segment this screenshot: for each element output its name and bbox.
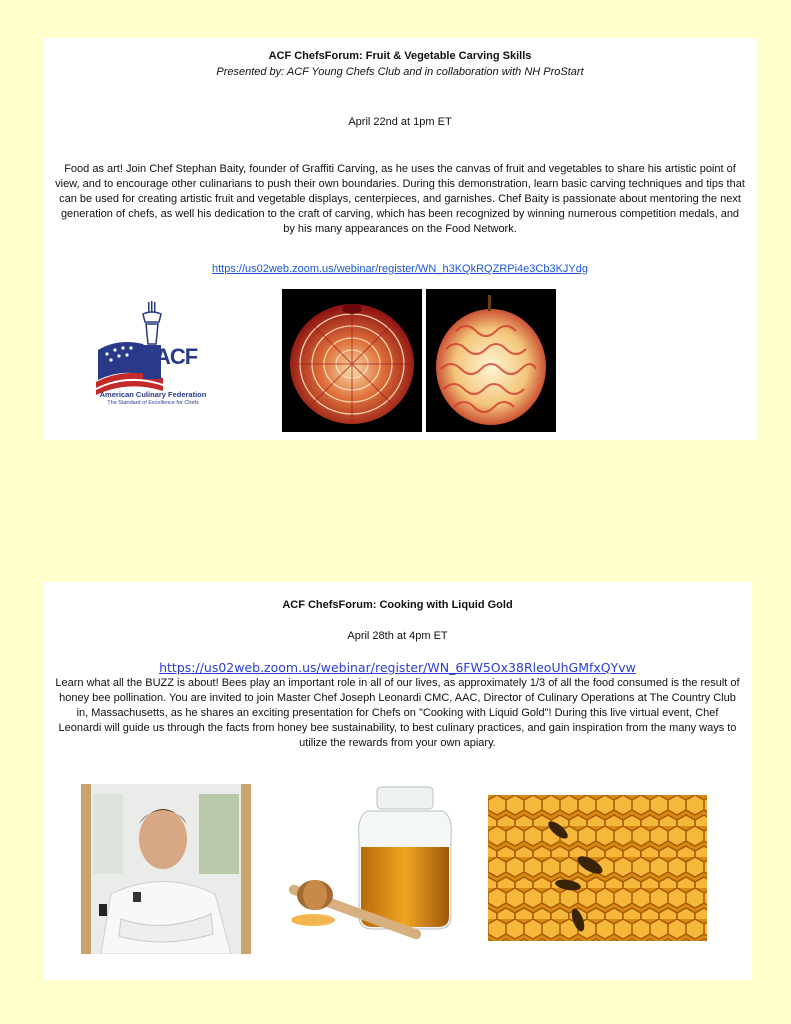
event-subtitle: Presented by: ACF Young Chefs Club and in collaboration with NH ProStart (216, 66, 584, 78)
event-date: April 22nd at 1pm ET (348, 116, 452, 128)
logo-org-name: American Culinary Federation (99, 390, 207, 399)
event-description: Food as art! Join Chef Stephan Baity, founder of Graffiti Carving, as he uses the canvas of fruit and vegetables to share his artistic point of view, and to encourage other culinarians to push their own boundaries. During this demonstration, learn basic carving techniques and tips that can be used for creating artistic fruit and vegetable displays, centerpieces, and garnishes. Chef Baity is passionate about mentoring the next generation of chefs, as well his dedication to the craft of carving, which has been recognized by winning numerous competition medals, and by his many appearances on the Food Network. (55, 163, 745, 235)
honey-jar-photo (265, 777, 480, 962)
event-title: ACF ChefsForum: Cooking with Liquid Gold (282, 599, 513, 611)
logo-acronym: ACF (155, 344, 198, 369)
logo-tagline: The Standard of Excellence for Chefs (107, 400, 199, 406)
honeycomb-photo (488, 795, 707, 941)
event-card-carving (43, 38, 757, 440)
event-card-liquid-gold (43, 582, 752, 980)
carved-apple-photo-1 (282, 289, 422, 432)
event-date: April 28th at 4pm ET (347, 630, 448, 642)
registration-link[interactable]: https://us02web.zoom.us/webinar/register/WN_6FW5Ox38RleoUhGMfxQYvw (159, 660, 636, 675)
event-description: Learn what all the BUZZ is about! Bees play an important role in all of our lives, as approximately 1/3 of all the food consumed is the result of honey bee pollination. You are invited to join Master Chef Joseph Leonardi CMC, AAC, Director of Culinary Operations at The Country Club in, Massachusetts, as he shares an exciting presentation for Chefs on "Cooking with Liquid Gold"! During this live virtual event, Chef Leonardi will guide us through the facts from honey bee sustainability, to best culinary practices, and gain inspiration from the many ways to utilize the rewards from your own apiary. (55, 677, 740, 749)
chef-hat-icon (143, 301, 161, 344)
chef-photo (81, 784, 251, 954)
acf-logo (93, 300, 213, 410)
carved-apple-photo-2 (426, 289, 556, 432)
registration-link[interactable]: https://us02web.zoom.us/webinar/register/WN_h3KQkRQZRPi4e3Cb3KJYdg (211, 263, 588, 275)
event-title: ACF ChefsForum: Fruit & Vegetable Carving Skills (268, 50, 532, 62)
